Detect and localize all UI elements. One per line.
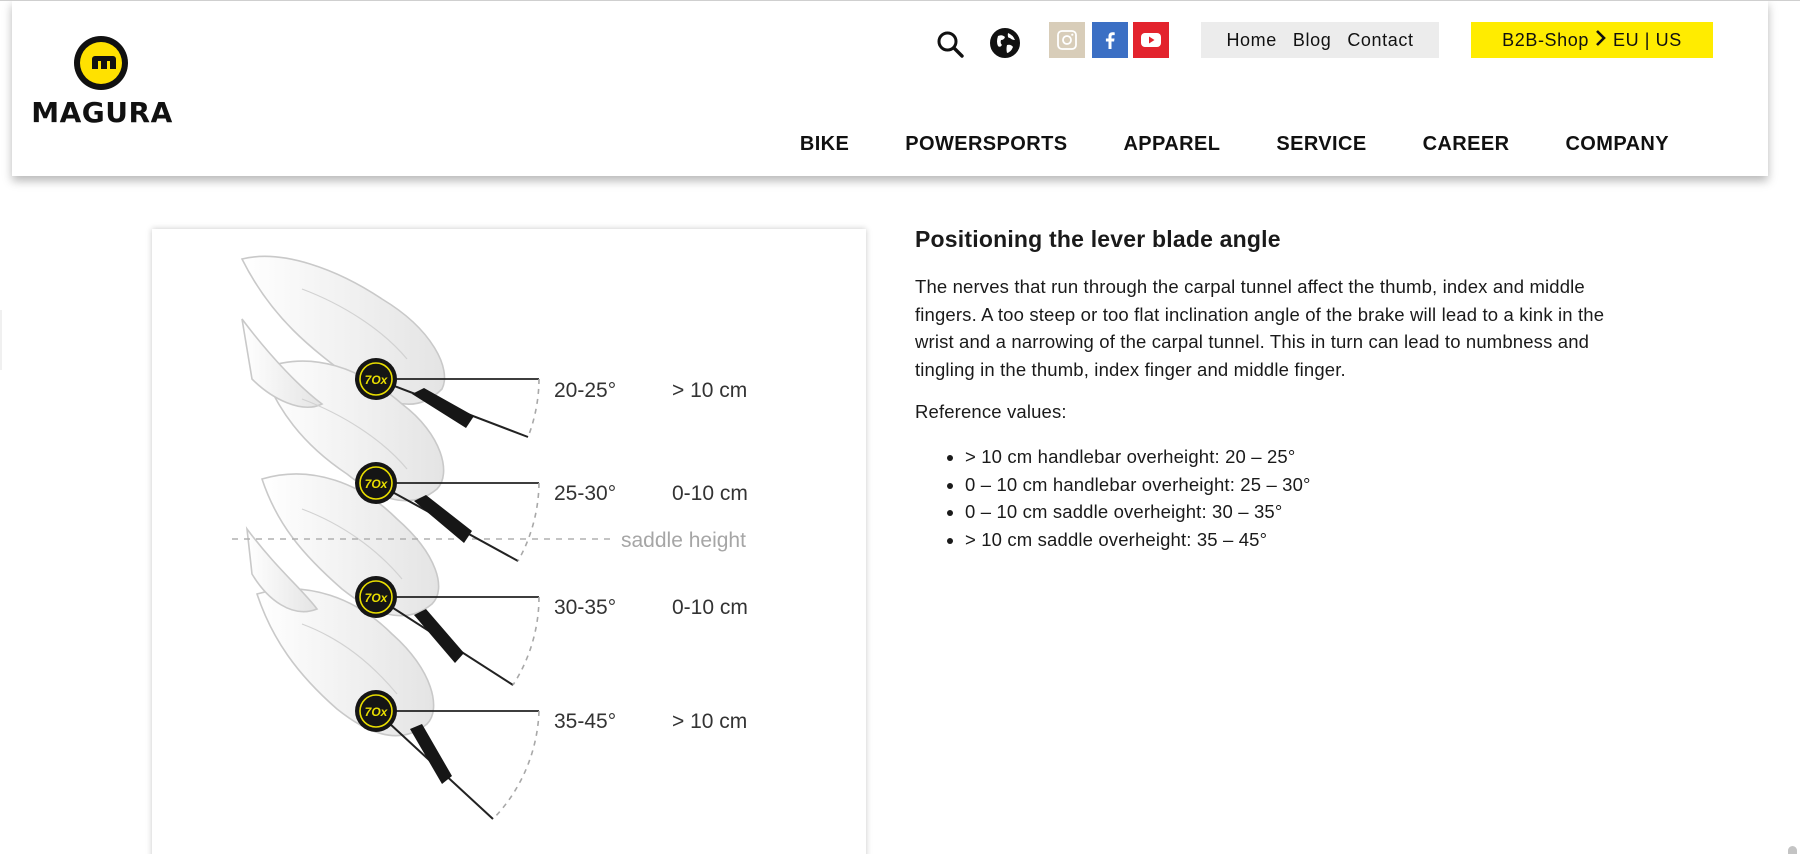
brand-name: MAGURA (31, 96, 173, 129)
scrollbar[interactable] (1786, 178, 1800, 854)
article-heading: Positioning the lever blade angle (915, 226, 1281, 252)
utility-links (1201, 22, 1439, 58)
nav-item-apparel[interactable]: APPAREL (1123, 133, 1221, 155)
region-selector[interactable]: EU | US (1612, 29, 1682, 50)
article-text (915, 226, 1635, 553)
saddle-height-label: saddle height (621, 529, 746, 552)
youtube-icon[interactable] (1133, 22, 1169, 58)
globe-icon[interactable] (989, 27, 1021, 59)
height-label: 0-10 cm (672, 482, 748, 505)
instagram-icon[interactable] (1049, 22, 1085, 58)
height-label: > 10 cm (672, 710, 748, 733)
magura-logo[interactable] (24, 36, 180, 130)
blog-link[interactable]: Blog (1292, 29, 1332, 50)
site-header (12, 0, 1768, 176)
reference-values-list (915, 443, 1635, 553)
hands-illustration (152, 229, 866, 854)
list-item: • > 10 cm handlebar overheight: 20 – 25° (965, 443, 1635, 471)
angle-label: 20-25° (554, 379, 617, 402)
b2b-shop-link[interactable]: B2B-Shop (1502, 29, 1589, 50)
home-link[interactable]: Home (1226, 29, 1277, 50)
angle-label: 35-45° (554, 710, 617, 733)
nav-item-company[interactable]: COMPANY (1565, 133, 1669, 155)
list-item: • > 10 cm saddle overheight: 35 – 45° (965, 526, 1635, 554)
svg-text:7Ox: 7Ox (364, 373, 388, 387)
article-paragraph: The nerves that run through the carpal tunnel affect the thumb, index and middle fingers. A too steep or too flat inclination angle of the brake will lead to a kink in the wrist and a narrowing of the carpal tunnel. This in turn can lead to numbness and tingling in the thumb, index finger and middle finger. (915, 276, 1605, 380)
chevron-right-icon (1595, 29, 1607, 52)
search-icon[interactable] (936, 30, 964, 58)
height-label: > 10 cm (672, 379, 748, 402)
scrollbar-thumb[interactable] (1788, 846, 1797, 854)
angle-label: 30-35° (554, 596, 617, 619)
height-label: 0-10 cm (672, 596, 748, 619)
nav-item-bike[interactable]: BIKE (799, 133, 850, 155)
list-item: • 0 – 10 cm saddle overheight: 30 – 35° (965, 498, 1635, 526)
nav-item-career[interactable]: CAREER (1422, 133, 1510, 155)
list-item: • 0 – 10 cm handlebar overheight: 25 – 30° (965, 471, 1635, 499)
angle-label: 25-30° (554, 482, 617, 505)
lever-angle-figure (152, 229, 866, 854)
page-edge-mark (0, 310, 2, 370)
svg-text:7Ox: 7Ox (364, 591, 388, 605)
reference-label: Reference values: (915, 401, 1067, 422)
main-navigation (800, 133, 1669, 156)
svg-text:7Ox: 7Ox (364, 477, 388, 491)
magura-logo-icon (74, 36, 128, 90)
contact-link[interactable]: Contact (1347, 29, 1414, 50)
facebook-icon[interactable] (1092, 22, 1128, 58)
b2b-shop-bar (1471, 22, 1713, 58)
nav-item-powersports[interactable]: POWERSPORTS (905, 133, 1068, 155)
page-top-border (0, 0, 1800, 1)
svg-text:7Ox: 7Ox (364, 705, 388, 719)
nav-item-service[interactable]: SERVICE (1276, 133, 1367, 155)
